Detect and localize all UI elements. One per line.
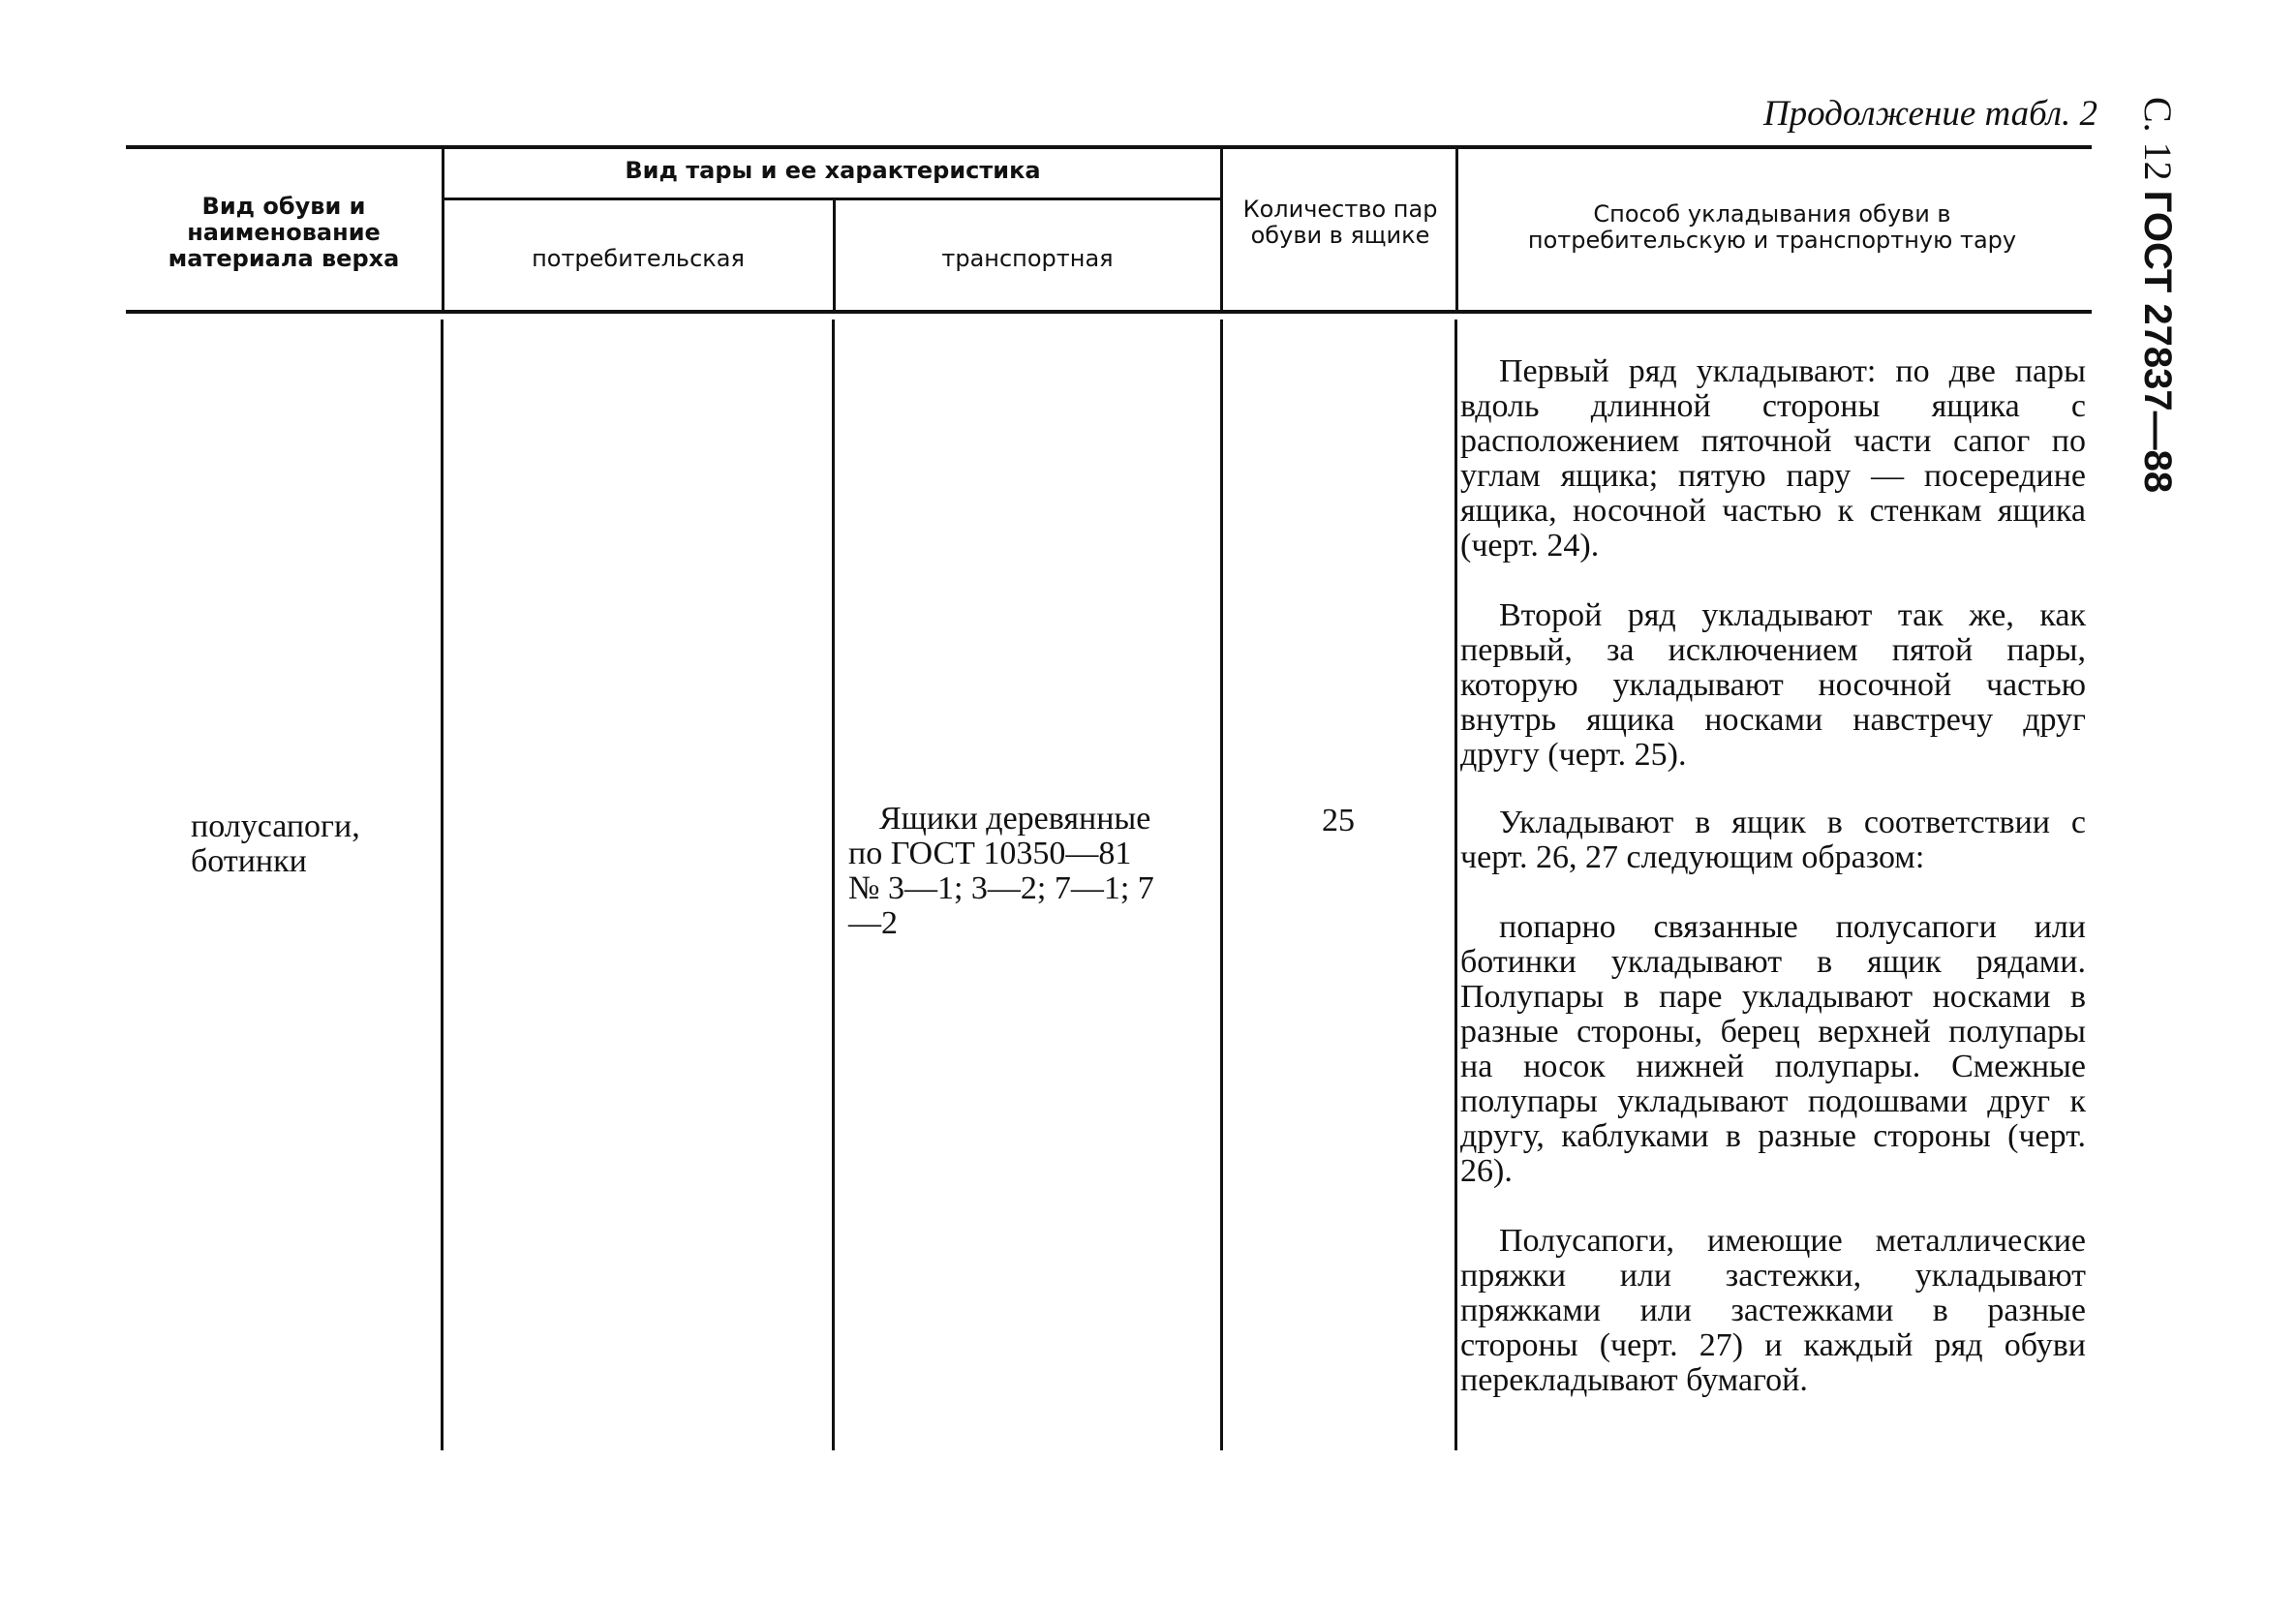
group-header-rule bbox=[444, 198, 1220, 200]
method-paragraph: Первый ряд укладывают: по две пары вдоль длинной стороны ящика с расположением пяточной части сапог по углам ящика; пятую пару — посередине ящика, носочной частью к стенкам ящика (черт. 24). bbox=[1460, 353, 2086, 563]
method-paragraph: Полусапоги, имеющие металлические пряжки или застежки, укладывают пряжками или застежками в разные стороны (черт. 27) и каждый ряд обуви перекладывают бумагой. bbox=[1460, 1223, 2086, 1398]
method-paragraph: Второй ряд укладывают так же, как первый, за исключением пятой пары, которую укладывают носочной частью внутрь ящика носками навстречу друг другу (черт. 25). bbox=[1460, 597, 2086, 773]
header-packaging-group: Вид тары и ее характеристика bbox=[625, 157, 1041, 184]
method-paragraph: Укладывают в ящик в соответствии с черт. 26, 27 следующим образом: bbox=[1460, 805, 2086, 875]
header-consumer-packaging: потребительская bbox=[532, 245, 745, 272]
header-method: Способ укладывания обуви в потребительскую и транспортную тару bbox=[1527, 200, 2017, 254]
col-divider-4 bbox=[1455, 149, 1458, 310]
header-quantity: Количество пар обуви в ящике bbox=[1242, 196, 1438, 249]
method-paragraph: попарно связанные полусапоги или ботинки укладывают в ящик рядами. Полупары в паре укладывают носками в разные стороны, берец верхней полупары на носок нижней полупары. Смежные полупары укладывают подошвами друг к другу, каблуками в разные стороны (черт. 26). bbox=[1460, 909, 2086, 1189]
col-divider-3-body bbox=[1220, 320, 1223, 1450]
col-divider-2-body bbox=[832, 320, 835, 1450]
col-divider-4-body bbox=[1454, 320, 1457, 1450]
header-footwear: Вид обуви и наименование материала верха bbox=[168, 193, 400, 272]
header-bottom-rule bbox=[126, 310, 2092, 314]
cell-pair-quantity: 25 bbox=[1322, 803, 1355, 838]
col-divider-1-body bbox=[441, 320, 444, 1450]
cell-transport-packaging: Ящики деревянные по ГОСТ 10350—81 № 3—1; 3—2; 7—1; 7—2 bbox=[848, 801, 1154, 941]
col-divider-3 bbox=[1220, 149, 1223, 310]
standard-code: ГОСТ 27837—88 bbox=[2136, 190, 2179, 494]
col-divider-2 bbox=[833, 200, 836, 310]
running-header bbox=[2121, 97, 2198, 503]
table-continuation-caption: Продолжение табл. 2 bbox=[1762, 94, 2097, 134]
page-number: С. 12 bbox=[2136, 97, 2180, 181]
header-transport-packaging: транспортная bbox=[941, 245, 1114, 272]
col-divider-1 bbox=[442, 149, 444, 310]
cell-footwear-type: полусапоги, ботинки bbox=[191, 808, 360, 879]
table-top-rule bbox=[126, 145, 2092, 149]
